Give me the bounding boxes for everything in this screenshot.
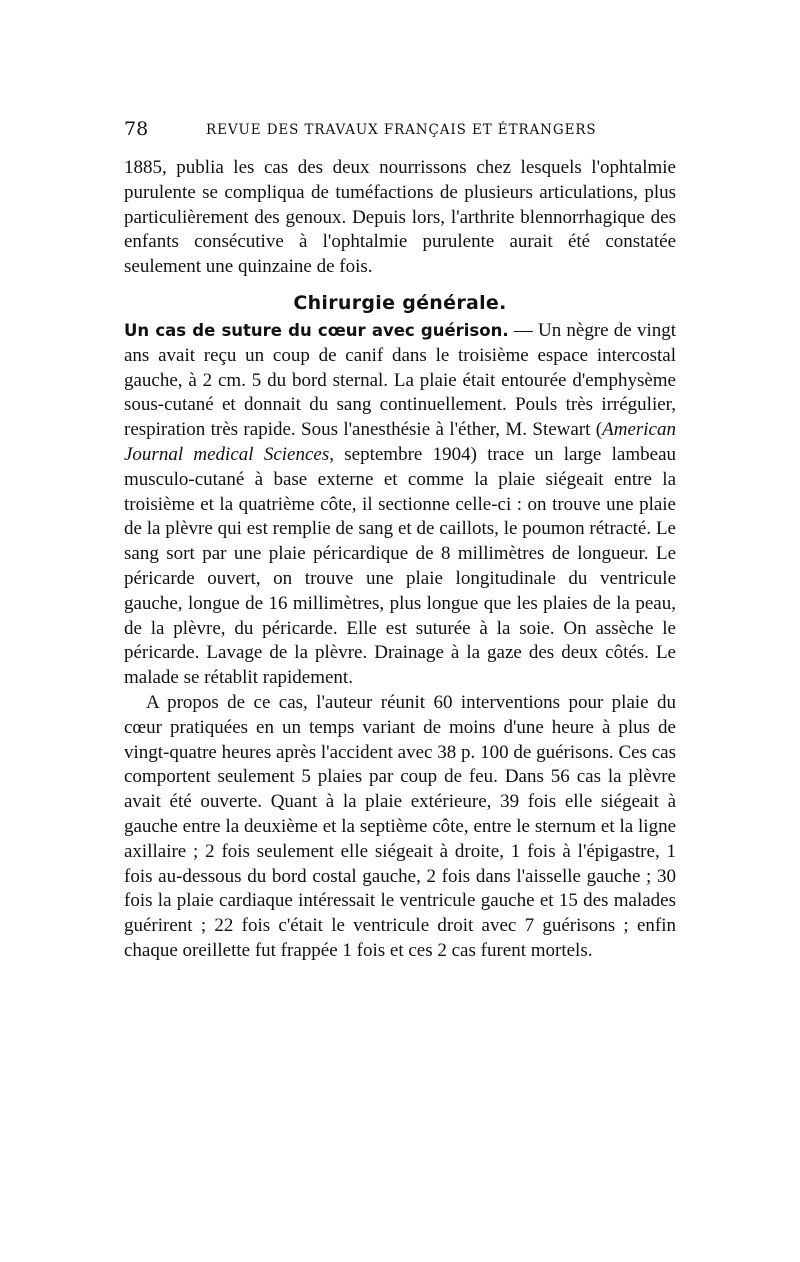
- page-header: [124, 118, 676, 146]
- article-text-after-citation: septembre 1904) trace un large lambeau musculo-cutané à base externe et comme la plaie siégeait entre la troisième et la quatrième côte, il sectionne celle-ci : on trouve une plaie de la plèvre qui est remplie de sang et de caillots, le poumon rétracté. Le sang sort par une plaie péricardique de 8 millimètres de longueur. Le péricarde ouvert, on trouve une plaie longitudinale du ventricule gauche, longue de 16 millimètres, plus longue que les plaies de la peau, de la plèvre, du péricarde. Elle est suturée à la soie. On assèche le péricarde. Lavage de la plèvre. Drainage à la gaze des deux côtés. Le malade se rétablit rapidement.: [124, 443, 677, 689]
- article-citation: American Journal medical Sciences,: [124, 419, 676, 465]
- section-title: Chirurgie générale.: [293, 291, 507, 314]
- paragraph-continued: 1885, publia les cas des deux nourrissons chez lesquels l'ophtalmie purulente se compliqua de tuméfactions de plusieurs articulations, plus particulièrement des genoux. Depuis lors, l'arthrite blennorrhagique des enfants consécutive à l'ophtalmie purulente aurait été constatée seulement une quinzaine de fois.: [124, 157, 676, 278]
- article-lead-title: Un cas de suture du cœur avec guérison.: [124, 320, 509, 340]
- page-number: 78: [124, 118, 149, 140]
- statistics-paragraph: A propos de ce cas, l'auteur réunit 60 interventions pour plaie du cœur pratiquées en un temps variant de moins d'une heure à plus de vingt-quatre heures après l'accident avec 38 p. 100 de guérisons. Ces cas comportent seulement 5 plaies par coup de feu. Dans 56 cas la plèvre avait été ouverte. Quant à la plaie extérieure, 39 fois elle siégeait à gauche entre la deuxième et la septième côte, entre le sternum et la ligne axillaire ; 2 fois seulement elle siégeait à droite, 1 fois à l'épigastre, 1 fois au-dessous du bord costal gauche, 2 fois dans l'aisselle gauche ; 30 fois la plaie cardiaque intéressait le ventricule gauche et 15 des malades guérirent ; 22 fois c'était le ventricule droit avec 7 guérisons ; enfin chaque oreillette fut frappée 1 fois et ces 2 cas furent mortels.: [124, 691, 676, 961]
- article-text-before-citation: — Un nègre de vingt ans avait reçu un coup de canif dans le troisième espace intercostal gauche, à 2 cm. 5 du bord sternal. La plaie était entourée d'emphysème sous-cutané et donnait du sang continuellement. Pouls très irrégulier, respiration très rapide. Sous l'anesthésie à l'éther, M. Stewart (: [124, 319, 676, 441]
- page-body: [124, 156, 676, 964]
- running-title: REVUE DES TRAVAUX FRANÇAIS ET ÉTRANGERS: [206, 122, 597, 138]
- article-paragraph: [124, 319, 676, 691]
